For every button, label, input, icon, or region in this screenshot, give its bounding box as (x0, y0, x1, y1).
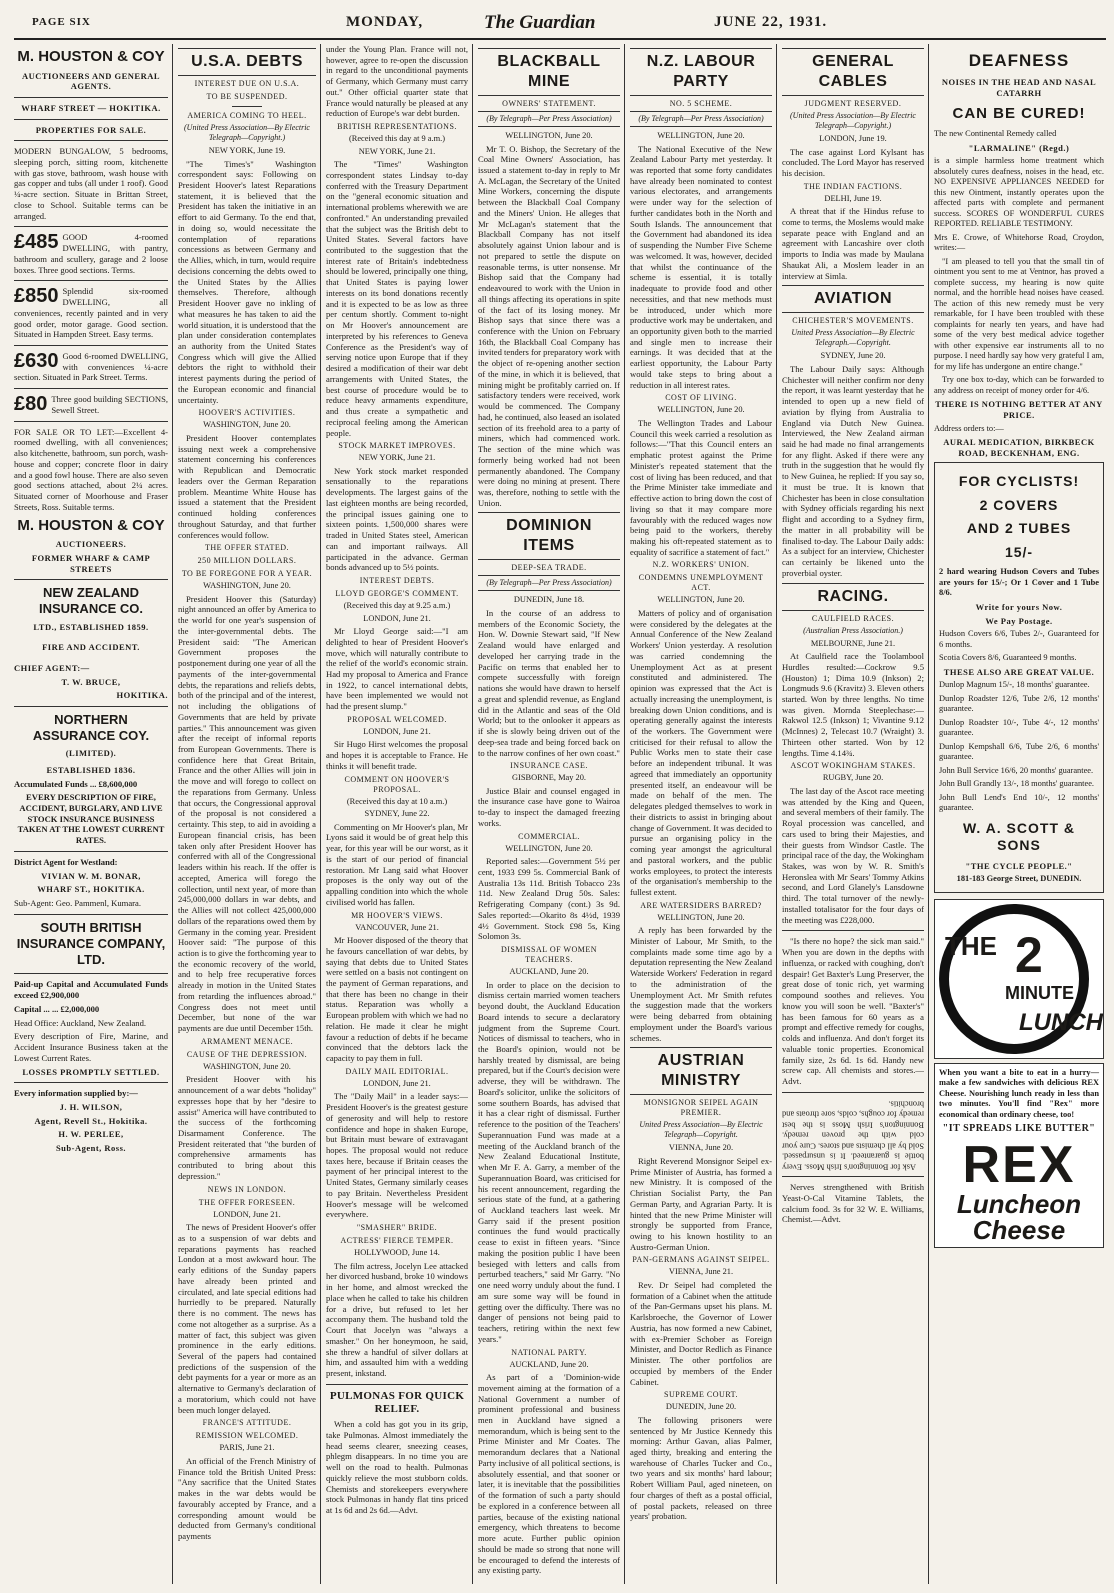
advert-price-line: John Bull Service 16/6, 20 months' guarantee. (939, 765, 1094, 775)
advert-business-name: W. A. SCOTT & SONS (962, 819, 1076, 854)
article-subheading: REMISSION WELCOMED. (195, 1431, 299, 1441)
article-dateline: RUGBY, June 20. (822, 773, 884, 783)
article-dateline: DUNEDIN, June 18. (513, 595, 585, 605)
advert-text: When a cold has got you in its grip, take Pulmonas. Almost immediately the head seems clearer, sneezing ceases, phlegm disappears. In no time you are well on the road to health. Pulmonas quickly relieve the most stubborn colds. Chemists and storekeepers everywhere stock Pulmonas in handy flat tins priced at 1s 6d and 2s 6d.—Advt. (326, 1419, 468, 1516)
article-subheading: CAULFIELD RACES. (811, 613, 895, 623)
article-subheading: DEEP-SEA TRADE. (511, 563, 587, 573)
article-credit: United Press Association—By Electric Telegraph.—Copyright. (791, 328, 915, 348)
property-price: £850 (14, 285, 59, 308)
article-dateline: NEW YORK, June 21. (358, 453, 436, 463)
article-continuation (326, 44, 468, 1584)
advert-testimonial: "I am pleased to tell you that the small tin of ointment you sent to me at Ventnor, has proved a complete success, my hearing is now quite normal, and the horrible head noises have ceased. The action of this new remedy must be very remarkable, for I have been troubled with these complaints for nearly ten years, and have had some of the very best medical advice together with other expensive ear instruments all to no purpose. I need hardly say how very grateful I am, for my life has undergone an entire change." (934, 256, 1104, 371)
article-subheading: DISMISSAL OF WOMEN TEACHERS. (500, 945, 598, 965)
article-paragraph: An official of the French Ministry of Finance told the British United Press: "Any sacrifice that the United States makes in the war debts would be favourably accepted by France, and a corresponding amount would be deducted from Germany's conditional payments (178, 1455, 316, 1542)
article-paragraph: In order to place on the decision to dismiss certain married women teachers beyond doubt, the Auckland Education Board intends to secure a declaratory judgment from the Supreme Court. Notices of dismissal to teachers, who in the Board's opinion, would not be harshly treated by dismissal, are being prepared, but if the Court's decision were adverse, they will be withdrawn. The Board's solicitor, unlike the solicitors of some southern Boards, has advised that it has a clear right of dismissal. Further reference to the position of the Teachers' Superannuation Fund was made at a meeting of the Auckland branch of the New Zealand Educational Institute, when Mr F. A. Garry, a member of the Superannuation Board, was criticised for his recent announcement, regarding the serious state of the fund, at a gathering of Auckland teachers last week. Mr Garry said if the present position continues the fund would practically cease to exist in fifteen years. "Since making the position public I have been besieged with letters and calls from perturbed teachers," said Mr Garry. "No one need worry unduly about the fund. I am sure some way will be found in getting over the difficulty. There was no danger of pensions not being paid to teachers, retiring within the next few years." (478, 979, 620, 1344)
article-paragraph: Rev. Dr Seipel had completed the formation of a Cabinet when the attitude of the Pan-Germans upset his plans. M. Karlsbroeche, the Governor of Lower Austria, has now formed a new Cabinet, with ex-Premier Schober as Foreign Minister, and Doctor Redlich as Finance Minister. The other portfolios are occupied by members of the Ender Cabinet. (630, 1279, 772, 1387)
article-subheading: STOCK MARKET IMPROVES. (338, 441, 456, 451)
article-paragraph: The Wellington Trades and Labour Council this week carried a resolution as follows:—"That this Council enters an emphatic protest against the Prime Minister's repeated statement that the cost of living has been reduced, and that the Prime Minister take immediate and effective action to bring down the cost of living so that it may compare more favourably with the reduced wages now being paid to the workers, thereby making his oft-repeated statement as to equality of sacrifice a statement of fact." (630, 417, 772, 557)
article-paragraph: The Labour Daily says: Although Chichester will neither confirm nor deny the report, it was learnt yesterday that he intended to open up a new field of aviation by flying from Australia to England via Dutch New Guinea. Interviewed, the New Zealand airman said he had made no final arrangements for any flight. Asked if there were any truth in the suggestion that he would fly to New Guinea, he replied: If you say so, it must be true. It is known that Chichester has been in close consultation with Sydney officials regarding his next flight and according to a Sydney firm, the matter in all probability will be finalised to-day. The Labour Daily adds: As a subject for an interview, Chichester can certainly be likened unto the proverbial oyster. (782, 363, 924, 578)
newspaper-title: The Guardian (484, 12, 596, 33)
page-number: PAGE SIX (32, 16, 91, 28)
article-dateline: VANCOUVER, June 21. (355, 922, 439, 932)
display-adverts-column (934, 44, 1104, 1584)
insurance-agent-name: J. H. WILSON, (59, 1101, 123, 1112)
article-dateline: (Received this day at 10 a.m.) (346, 796, 448, 806)
article-paragraph: Commenting on Mr Hoover's plan, Mr Lyons said it would be of great help this year, for this year will be our worst, as it is the start of our period of financial restoration. Mr Lang said what Hoover proposes is the only way out of the appalling condition into which the whole civilised world has fallen. (326, 821, 468, 907)
article-dateline: DUNEDIN, June 20. (665, 1402, 737, 1412)
article-paragraph: President Hoover this (Saturday) night announced an offer by America to the world for one year's suspension of the inter-governmental debts. The President said: "The American Government proposes the postponement during one year of all the payments of the inter-governmental debts, the reparations and reliefs debts, both of the principal and of the interest, not including the obligations of Governments that are held by private parties." This announcement was given after the receipt of informal reports from European Governments. There is confidence here that Great Britain, France and the other Allies will join in the move and will forego to collect on the reparations from Germany. Unless that occurs, the Congressional approval of the proposal is not considered a certainty. This step, to aid in avoiding a European financial crisis, has been taken only after President Hoover has conferred with all of the Congressional leaders within his reach. If the offer is accepted, America will forego the collection, until next year, of more than 245,000,000 dollars in war debts, and the Allies will not collect 425,000,000 dollars of the reparations owed them by Germany in the coming year. President Hoover said: "The purpose of this action is to give the forthcoming year to the economic recovery of the world, and to help free recuperative forces already in motion in the United States from retarding the influences abroad." Congress does not meet until December, but none of the war payments are due until December 15th. (178, 593, 316, 1034)
article-paragraph: A threat that if the Hindus refuse to come to terms, the Moslems would make separate peace with England and an agreement with Lancashire over cloth imports to India was made by Maulana Shaukat Ali, a Moslem leader in an interview at Simla. (782, 206, 924, 281)
advert-product-name: "LARMALINE" (Regd.) (968, 142, 1070, 153)
property-listing (14, 394, 168, 415)
insurance-agent-address: Agent, Revell St., Hokitika. (34, 1115, 148, 1126)
article-blackball-mine (478, 44, 620, 1584)
article-subheading: SUPREME COURT. (664, 1390, 738, 1400)
advert-text: Address orders to:— (934, 423, 1004, 433)
article-usa-debts (178, 44, 316, 1584)
advert-address: WHARF STREET — HOKITIKA. (21, 103, 161, 113)
article-subheading: THE INDIAN FACTIONS. (803, 181, 903, 191)
article-subheading: INTEREST DEBTS. (359, 576, 435, 586)
advert-address: FORMER WHARF & CAMP STREETS (31, 552, 151, 574)
article-subheading: COST OF LIVING. (665, 393, 737, 403)
insurance-head-office: Head Office: Auckland, New Zealand. (14, 1017, 147, 1028)
insurance-losses: LOSSES PROMPTLY SETTLED. (22, 1066, 160, 1077)
article-dateline: AUCKLAND, June 20. (509, 1359, 589, 1369)
property-description: Three good building SECTIONS, Sewell Street. (51, 394, 168, 415)
article-labour-party (630, 44, 772, 1584)
article-subheading: ASCOT WOKINGHAM STAKES. (790, 761, 916, 771)
article-dateline: GISBORNE, May 20. (512, 773, 586, 783)
article-subheading: HOOVER'S ACTIVITIES. (198, 408, 296, 418)
advert-text: is a simple harmless home treatment which absolutely cures deafness, noises in the head, etc. NO EXPENSIVE APPLIANCES NEEDED for this new Ointment, instantly operates upon the affected parts with complete and permanent success. SCORES OF WONDERFUL CURES REPORTED. RELIABLE TESTIMONY. (934, 156, 1104, 229)
article-credit: (Australian Press Association.) (803, 625, 903, 635)
article-dateline: HOLLYWOOD, June 14. (354, 1248, 440, 1258)
advert-price-line: Dunlop Magnum 15/-, 18 months' guarantee. (939, 680, 1090, 690)
advert-text: The new Continental Remedy called (934, 129, 1057, 139)
advert-heading: THE (945, 930, 997, 961)
insurance-funds: Accumulated Funds ... £8,600,000 (14, 778, 138, 789)
article-dateline: WELLINGTON, June 20. (657, 405, 745, 415)
article-paragraph: Mr T. O. Bishop, the Secretary of the Coal Mine Owners' Association, has issued a statement to-day in reply to Mr A. McLagan, the Secretary of the United Mine Workers, concerning the dispute between the Blackball Coal Company and the Miners' Union. He alleges that Mr McLagan's statement that the Blackball Company has not itself absolutely against Union labour and is not prepared to settle the dispute on reasonable terms, is utter nonsense. Mr Bishop said that the Company had endeavoured to work with the Union in all things affecting its operations in spite of the fact of its losing money. Mr Bishop says that since there was a conference with the Union on February 16th, the Blackball Coal Company has invited tenders for preparatory work with the object of re-opening another section of the mine, in which it is believed, that mining might be profitably carried on. If satisfactory tenders were received, work would be commenced. The Company had, he continued, also leased an isolated section of its freehold area to a party of miners, which had commenced work. The section of the mine which was formerly being worked had not been permanently abandoned. The Company were doing no mining at present. There was, therefore, nothing to settle with the Union. (478, 143, 620, 508)
two-minute-lunch-advert (934, 899, 1104, 1059)
advert-text: 2 hard wearing Hudson Covers and Tubes are yours for 15/-; Or 1 Cover and 1 Tube 8/6. (939, 567, 1099, 598)
cyclists-advert (934, 462, 1104, 893)
advert-heading: M. HOUSTON & COY (17, 48, 165, 65)
article-subheading: OWNERS' STATEMENT. (502, 99, 596, 108)
rex-cheese-advert (934, 1063, 1104, 1248)
classified-column (14, 44, 168, 1584)
article-credit: (By Telegraph—Per Press Association) (478, 111, 620, 127)
advert-subheading: NOISES IN THE HEAD AND NASAL CATARRH (941, 77, 1097, 98)
article-paragraph: under the Young Plan. France will not, however, agree to re-open the discussion in regard to the unconditional payments of Germany, which Germany must carry out." Other official quarter state that France would naturally be pleased at any reduction of Europe's war debt burden. (326, 44, 468, 119)
masthead (14, 10, 1106, 40)
article-dateline: WASHINGTON, June 20. (203, 581, 291, 591)
property-description: GOOD 4-roomed DWELLING, with pantry, bathroom and scullery, garage and 2 loose boxes. Three good sections. Terms. (14, 232, 168, 275)
article-credit: (United Press Association—By Electric Telegraph—Copyright.) (790, 111, 916, 130)
advert-slogan: "THE CYCLE PEOPLE." (965, 860, 1073, 871)
article-dateline: PARIS, June 21. (219, 1443, 275, 1453)
insurance-advert-heading: NEW ZEALAND INSURANCE CO. (38, 585, 143, 617)
article-dateline: (Received this day at 9 a.m.) (348, 134, 446, 144)
advert-caption: PROPERTIES FOR SALE. (35, 124, 147, 135)
article-paragraph: The "Times" Washington correspondent states Lindsay to-day conferred with the Treasury Department on the "general economic situation and international problems wherewith we are confronted." An understanding prevailed that the subject was the British debt to United States. Several factors have contributed to the suggestion that the interest rate of Britain's indebtedness should be lowered, principally one thing, that United States is paying lower interests on its bond donations recently and it is expected to be as low as three per centum shortly. Comment to-night on Mr Hoover's announcement are interpreted by his references to Geneva Conference as the President's way of serving notice upon Europe that if they desired a modification of their war debt arrangements with United States, the best course of procedure would be to reduce heavy armaments expenditure, and thus create a sympathetic and reciprocal feeling among the American people. (326, 159, 468, 438)
advert-slogan: THERE IS NOTHING BETTER AT ANY PRICE. (935, 399, 1103, 420)
article-subheading: BRITISH REPRESENTATIONS. (337, 122, 457, 132)
article-subheading: THE OFFER STATED. (204, 543, 290, 553)
advert-heading: DEAFNESS (968, 51, 1070, 70)
advert-price-line: Dunlop Kempshall 6/6, Tube 2/6, 6 months' guarantee. (939, 741, 1099, 762)
advert-text: Mrs E. Crowe, of Whitehorse Road, Croydon, writes:— (934, 232, 1104, 253)
insurance-agent-town: HOKITIKA. (116, 690, 168, 701)
insurance-advert-heading: NORTHERN ASSURANCE COY. (32, 711, 150, 744)
article-dateline: LONDON, June 21. (213, 1209, 281, 1219)
article-subheading: INSURANCE CASE. (510, 761, 588, 771)
advert-price-line: John Bull Grandly 13/-, 18 months' guarantee. (939, 779, 1095, 789)
article-subheading: NO. 5 SCHEME. (669, 99, 733, 108)
article-paragraph: Mr Lloyd George said:—"I am delighted to hear of President Hoover's move, which will naturally contribute to the relief of the world's economic strain. Had my proposal to America and France in 1922, to cancel international debts, have been implemented we would not had the present slump." (326, 626, 468, 712)
rex-product-name: Luncheon Cheese (956, 1188, 1082, 1245)
article-paragraph: Justice Blair and counsel engaged in the insurance case have gone to Wairoa to-day to inspect the damaged freezing works. (478, 785, 620, 828)
article-paragraph: Matters of policy and of organisation were considered by the delegates at the Annual Conference of the New Zealand Workers' Union yesterday. A resolution was carried condemning the Unemployment Act as at present constituted and administered. The opinion was expressed that the Act is actually increasing the unemployment, is breaking down Union conditions, and is operating generally against the interests of the workers. The Government were criticised for their refusal to allow the Public Works men to state their case before an independent tribunal. It was agreed that immediately an opportunity presented itself, an endeavour will be made on behalf of the men. The delegates pledged themselves to work in their districts to assist in bringing about change of Government. It was decided to pursue an organising policy in the coming year amongst the agricultural and pastoral workers, and the public works employees, to protect the interests of the organisation's membership to the fullest extent. (630, 607, 772, 898)
article-subheading: COMMENT ON HOOVER'S PROPOSAL. (344, 774, 450, 794)
article-subheading: CONDEMNS UNEMPLOYMENT ACT. (638, 573, 764, 593)
article-paragraph: The following prisoners were sentenced by Mr Justice Kennedy this morning: Arthur Gavan, alias Palmer, aged thirty, breaking and entering the warehouse of Charles Tucker and Co., two years and six months' hard labour; Robert William Paul, aged nineteen, on four charges of theft as a postal official, of postal packets, released on three years' probation. (630, 1414, 772, 1522)
advert-subheading: AUCTIONEERS. (55, 539, 127, 550)
article-paragraph: Mr Hoover disposed of the theory that he favours cancellation of war debts, by saying that debts due to United States were settled on a basis not contingent on the payment of German reparations, and that there has been no change in their status. Reparation was wholly a European problem with which we had no relation. He made it clear he might favour a reduction of debts if he became convinced that the debtors lack the capacity to pay them in full. (326, 935, 468, 1064)
article-subheading: TO BE SUSPENDED. (206, 92, 288, 101)
insurance-agent-name: VIVIAN W. M. BONAR, (41, 870, 141, 881)
article-paragraph: The news of President Hoover's offer as to a suspension of war debts and reparations payments has reached London at a most awkward hour. The early editions of the Sunday papers have already been printed and circulated, and late special editions had hurriedly to be prepared. Naturally there is no comment. The news has come not altogether as a surprise. As a matter of fact, this subject was given prominence in the early editions. Several of the papers had contained predictions of the suspension of the debt payments for a year or more as an alternative to Germany's declaration of a moratorium, which could not have been much longer delayed. (178, 1222, 316, 1415)
article-dateline: WELLINGTON, June 20. (505, 131, 593, 140)
article-heading: U.S.A. DEBTS (178, 48, 316, 76)
insurance-subheading: (LIMITED). (65, 748, 117, 759)
masthead-day: MONDAY, (346, 14, 424, 30)
insurance-agent-label: District Agent for Westland: (14, 856, 118, 867)
property-listing (14, 351, 168, 383)
insurance-info: Every information supplied by:— (14, 1088, 138, 1099)
article-heading: BLACKBALL MINE (478, 48, 620, 96)
article-subheading: CAUSE OF THE DEPRESSION. (186, 1049, 308, 1059)
advert-text: "Is there no hope? the sick man said." When you are down in the depths with influenza, or racked with coughing, don't despair! Get Baxter's Lung Preserver, the great dose of tonic rich, yet warming compound soothes and relieves. You know you will soon be well. "Baxter's" has been famous for 60 years as a prompt and effective remedy for coughs, colds and influenza. And don't forget its valuable tonic properties. Economical family size, 2s 6d. 1s 6d. Handy new screw cap. All chemists and stores.—Advt. (782, 936, 924, 1086)
advert-subheading: THESE ALSO ARE GREAT VALUE. (943, 666, 1095, 677)
property-price: £630 (14, 350, 59, 372)
advert-heading: PULMONAS FOR QUICK RELIEF. (329, 1389, 465, 1416)
article-credit: United Press Association—By Electric Telegraph—Copyright. (639, 1120, 763, 1140)
property-listing (14, 286, 168, 340)
article-subheading: ACTRESS' FIERCE TEMPER. (340, 1236, 454, 1246)
article-subheading: FRANCE'S ATTITUDE. (202, 1418, 292, 1428)
article-dateline: LONDON, June 21. (363, 726, 431, 736)
insurance-description: Every description of Fire, Marine, and Accident Insurance Business taken at the Lowest Current Rates. (14, 1031, 168, 1063)
article-dateline: WELLINGTON, June 20. (657, 912, 745, 922)
article-heading: GENERAL CABLES (782, 48, 924, 96)
article-subheading: PROPOSAL WELCOMED. (347, 714, 447, 724)
advert-heading: LUNCH (1019, 1008, 1103, 1036)
advert-text: Nerves strengthened with British Yeast-O-Cal Vitamine Tablets, the calcium food. 3s for 32 W. E. Williams, Chemist.—Advt. (782, 1182, 924, 1225)
advert-price: 15/- (1004, 543, 1034, 560)
article-paragraph: President Hoover with his announcement of a war debts "holiday" expresses hope that by her "desire to assist" America will have contributed to the success of the forthcoming Disarmament Conference. The President reiterated that "the burden of comprehensive armaments has contributed to bring about this depression." (178, 1074, 316, 1181)
article-subheading: DAILY MAIL EDITORIAL. (345, 1066, 449, 1076)
article-dateline: NEW YORK, June 21. (358, 146, 436, 156)
advert-heading: 2 (1015, 926, 1043, 983)
article-subheading: N.Z. WORKERS' UNION. (652, 560, 750, 570)
article-dateline: SYDNEY, June 22. (364, 809, 430, 819)
article-subheading: NEWS IN LONDON. (207, 1184, 287, 1194)
article-dateline: NEW YORK, June 19. (208, 146, 286, 155)
advert-text: When you want a bite to eat in a hurry—make a few sandwiches with delicious REX Cheese. Nourishing lunch ready in less than two minutes. You'll find "Rex" more economical than ordinary cheese, too! (939, 1067, 1099, 1119)
advert-subheading: AUCTIONEERS AND GENERAL AGENTS. (21, 70, 161, 92)
article-subheading: LLOYD GEORGE'S COMMENT. (335, 589, 459, 599)
article-paragraph: As part of a 'Dominion-wide movement aiming at the formation of a National Government a number of prominent professional and business men in Auckland have signed a memorandum, which is being sent to the Prime Minister and Mr Coates. The memorandum declares that a National Party inclusive of all political sections, is absolutely essential, and that sooner or later, it is inevitable that the possibilities of the formation of such a party should be explored in a conference between all parties, because of the existing national emergency, which threatens to become more acute. Further public opinion should be made so strong that none will be encouraged to defend the interests of any existing party. (478, 1372, 620, 1576)
article-dateline: WASHINGTON, June 20. (203, 420, 291, 430)
article-paragraph: The "Daily Mail" in a leader says:—President Hoover's is the greatest gesture of generosity and will help to restore confidence and hope in shaken Europe, but Britain must beware of extravagant hopes. The proposal would not reduce taxes here, because if Britain ceases the payment of her principal interest to the United States, Germany similarly ceases to pay Britain. Nevertheless President Hoover's message will be welcomed everywhere. (326, 1091, 468, 1220)
article-heading: DOMINION ITEMS (478, 512, 620, 560)
insurance-agent-address: Sub-Agent, Ross. (55, 1142, 127, 1153)
article-paragraph: A reply has been forwarded by the Minister of Labour, Mr Smith, to the complaints made some time ago by a deputation representing the New Zealand Waterside Workers' Federation in regard to the administration of the Unemployment Act. Mr Smith refutes the suggestion made that the workers were being debarred from obtaining employment under the Board's various schemes. (630, 925, 772, 1043)
insurance-capital: Capital ... ... £2,000,000 (14, 1003, 100, 1014)
article-dateline: LONDON, June 21. (363, 1078, 431, 1088)
insurance-advert-heading: SOUTH BRITISH INSURANCE COMPANY, LTD. (16, 919, 166, 968)
article-subheading: INTEREST DUE ON U.S.A. (194, 79, 300, 88)
article-credit: (United Press Association—By Electric Telegraph—Copyright.) (184, 123, 310, 142)
article-paragraph: Sir Hugo Hirst welcomes the proposal and hopes it is acceptable to France. He thinks it will benefit trade. (326, 739, 468, 771)
advert-price-line: Scotia Covers 8/6, Guaranteed 9 months. (939, 653, 1077, 663)
advert-heading: 2 COVERS (979, 496, 1059, 513)
advert-text: Try one box to-day, which can be forwarded to any address on receipt of money order for 4/6. (934, 375, 1104, 395)
inverted-advert-text: Ask for Bonnington's Irish Moss. Every bottle is guaranteed. It is unsurpassed. Sold by all chemists and stores. Cure your cold with the proven remedy. Bonnington's Irish Moss is the best remedy for coughs, colds, sore throats and bronchitis. (782, 1099, 924, 1172)
insurance-caption: FIRE AND ACCIDENT. (42, 642, 140, 653)
article-dateline: WELLINGTON, June 20. (657, 595, 745, 605)
article-paragraph: Right Reverend Monsignor Seipel ex-Prime Minister of Austria, has formed a new Ministry. It is composed of the Christian Socialist Party, the Pan German Party, and Agrarian Party. It is hinted that the new Prime Minister will strongly be supported from France, owing to his known hostility to an Austro-German Union. (630, 1155, 772, 1252)
advert-price-line: Hudson Covers 6/6, Tubes 2/-, Guaranteed for 6 months. (939, 629, 1099, 649)
insurance-agent-name: H. W. PERLEE, (58, 1129, 124, 1140)
article-heading: RACING. (782, 583, 924, 611)
article-paragraph: The last day of the Ascot race meeting was attended by the King and Queen, and several members of their family. The Royal procession was cancelled, and cars used to bring their Majesties, and their guests from Windsor Castle. The principal race of the day, the Wokingham Stakes, was won by W. R. Smith's Heronslea with Mr Sears' Tommy Atkins second, and Lord Glanely's Lansdowne third. The total turnover of the newly-installed totalisator for the four days of the meeting was £228,000. (782, 785, 924, 925)
article-credit: (By Telegraph—Per Press Association) (630, 111, 772, 127)
article-paragraph: In the course of an address to members of the Economic Society, the Hon. W. Downie Stewart said, "If New Zealand would have enlarged and developed her carrying trade in the Pacific on terms that enabled her to compete successfully with foreign nations she would have drawn to herself a great and splendid revenue, as England did in the Atlantic and seas of the Old World; but to the onlooker it appears as if she is slowly being driven out of the deep-sea trade and being forced back on to the narrow confines of her own coast." (478, 607, 620, 758)
advert-heading: M. HOUSTON & COY (17, 516, 165, 534)
insurance-capital: Paid-up Capital and Accumulated Funds exceed £2,900,000 (14, 979, 168, 1001)
rex-logo: REX (962, 1135, 1076, 1194)
article-subheading: MR HOOVER'S VIEWS. (351, 910, 443, 920)
article-subheading: NATIONAL PARTY. (511, 1347, 587, 1357)
insurance-established: LTD., ESTABLISHED 1859. (33, 621, 149, 632)
article-subheading: PAN-GERMANS AGAINST SEIPEL. (632, 1255, 770, 1265)
advert-price-line: Dunlop Roadster 12/6, Tube 2/6, 12 months' guarantee. (939, 693, 1099, 714)
article-dateline: WASHINGTON, June 20. (203, 1061, 291, 1071)
advert-address: 181-183 George Street, DUNEDIN. (956, 874, 1082, 884)
article-paragraph: Reported sales:—Government 5½ per cent, 1933 £99 5s. Commercial Bank of Australia 13s 11d. British Tobacco 23s 11d. New Zealand Drug 50s. Sales: Refrigerating Company (cont.) 3s 9d. Sales reported:—Okarito 8s 4½d, 1939 4½ Government. Stock £98 5s, King Solomon 3s. (478, 856, 620, 942)
article-subheading: ARE WATERSIDERS BARRED? (640, 900, 762, 910)
deafness-advert (934, 50, 1104, 458)
article-dateline: LONDON, June 21. (363, 613, 431, 623)
advert-heading: MINUTE (1005, 982, 1074, 1003)
advert-price-line: Dunlop Roadster 10/-, Tube 4/-, 12 months' guarantee. (939, 717, 1099, 738)
insurance-description: EVERY DESCRIPTION OF FIRE, ACCIDENT, BURGLARY, AND LIVE STOCK INSURANCE BUSINESS TAKEN AT THE LOWEST CURRENT RATES. (17, 792, 165, 846)
masthead-date: JUNE 22, 1931. (714, 14, 828, 30)
article-subheading: ARMAMENT MENACE. (200, 1036, 294, 1046)
insurance-agent-name: T. W. BRUCE, (61, 676, 121, 687)
advert-postage: We Pay Postage. (985, 615, 1053, 626)
property-price: £80 (14, 393, 48, 416)
property-listing (14, 232, 168, 275)
article-paragraph: The National Executive of the New Zealand Labour Party met yesterday. It was reported that some forty candidates have already been nominated to contest various electorates, and arrangements were under way for the selection of further candidates both in the North and South Islands. The announcement that the Government had abandoned its idea of suspending the Number Five Scheme was welcomed. It was, however, decided that whilst the continuance of the scheme is essential, it is totally inadequate to provide food and other necessities, and that new methods must be introduced, under which more productive work may be undertaken, and an opportunity given both to the married and single men to increase their earnings. It was decided that at the earliest opportunity, the Labour Party would take steps to bring about a reduction in all interest rates. (630, 143, 772, 390)
advert-address: AURAL MEDICATION, BIRKBECK ROAD, BECKENHAM, ENG. (943, 437, 1095, 458)
article-paragraph: "The Times's" Washington correspondent says: Following on President Hoover's latest Reparations statement, it is believed that the President has taken the initiative in an effort to aid Germany. To the end that, in doing so, would necessitate the contemplation of reparations concessions as between Germany and the Allies, which, in turn, would require decisions concerning the debts owed to the United States by the Allies themselves. Therefore, although President Hoover gave no inkling of what measures he has taken to aid the world situation, it is understood that the plan under consideration contemplates an authority from the United States Congress which will give the Allied debtors the right to withhold their interest payments during the period of the European economic and financial uncertainty. (178, 158, 316, 405)
property-description: Good 6-roomed DWELLING, with conveniences ¼-acre section. Situated in Park Street. Terms. (14, 351, 168, 383)
article-dateline: (Received this day at 9.25 a.m.) (343, 601, 451, 611)
article-dateline: DELHI, June 19. (824, 193, 882, 203)
insurance-agent-label: CHIEF AGENT:— (14, 662, 90, 673)
article-heading: N.Z. LABOUR PARTY (630, 48, 772, 96)
advert-call-to-action: Write for yours Now. (975, 601, 1063, 612)
article-paragraph: The case against Lord Kylsant has concluded. The Lord Mayor has reserved his decision. (782, 146, 924, 178)
article-paragraph: At Caulfield race the Toolambool Hurdles resulted:—Cockrow 9.5 (Houston) 1; Dima 10.9 (Inkson) 2; Longmuds 9.6 (Kravitz) 3. Eleven others started. Won by three lengths. No time was given. Mornda Steeplechase:—Rakwol 12.5 (Inkson) 1; Vivantine 9.12 (McInnes) 2, Telecast 10.7 (Wraight) 3. Thirteen other started. Won by 12 lengths. Time 4.14¾. (782, 651, 924, 758)
article-heading: AUSTRIAN MINISTRY (630, 1047, 772, 1095)
article-subheading: COMMERCIAL. (518, 831, 580, 841)
advert-price-line: John Bull Lend's End 10/-, 12 months' guarantee. (939, 792, 1099, 813)
insurance-subagent: Sub-Agent: Geo. Pammenl, Kumara. (14, 897, 141, 908)
article-subheading: JUDGMENT RESERVED. (804, 99, 902, 108)
advert-heading: CAN BE CURED! (952, 104, 1086, 122)
article-dateline: WELLINGTON, June 20. (657, 131, 745, 140)
advert-slogan: "IT SPREADS LIKE BUTTER" (942, 1123, 1096, 1135)
article-paragraph: The film actress, Jocelyn Lee attacked her divorced husband, broke 10 windows in her home, and almost wrecked the place when he called to take his children for a drive, but refused to let her accompany them. The husband told the Court that Jocelyn was "always a smasher." On her honeymoon, he said, she threw a handful of silver dollars at him, and assaulted him with a wedding present, inkstand. (326, 1260, 468, 1378)
article-subheading: THE OFFER FORESEEN. (198, 1197, 296, 1207)
article-subheading: "SMASHER" BRIDE. (356, 1223, 438, 1233)
property-description: Splendid six-roomed DWELLING, all conveniences, recently painted and in very good order, motor garage. Good section. Situated in Hampden Street. Easy terms. (14, 286, 168, 340)
article-dateline: SYDNEY, June 20. (820, 351, 886, 361)
article-subheading: 250 MILLION DOLLARS. (197, 556, 297, 566)
article-dateline: LONDON, June 19. (819, 134, 887, 143)
article-paragraph: President Hoover contemplates issuing next week a comprehensive statement concerning his conferences with Republican and Democratic leaders over the German Reparation problem. Meantime White House has issued a statement that the President continued holding conferences throughout Saturday, and that further conferences would follow. (178, 432, 316, 540)
article-dateline: MELBOURNE, June 21. (810, 638, 896, 648)
advert-heading: AND 2 TUBES (966, 520, 1072, 537)
advert-heading: FOR CYCLISTS! (958, 473, 1080, 490)
article-dateline: AUCKLAND, June 20. (509, 967, 589, 977)
insurance-established: ESTABLISHED 1836. (46, 764, 136, 775)
property-price: £485 (14, 231, 59, 254)
article-credit: (By Telegraph—Per Press Association) (478, 575, 620, 591)
article-heading: AVIATION (782, 285, 924, 313)
article-subheading: TO BE FOREGONE FOR A YEAR. (181, 569, 313, 579)
article-subheading: MONSIGNOR SEIPEL AGAIN PREMIER. (643, 1098, 759, 1118)
property-listing: FOR SALE OR TO LET:—Excellent 4-roomed dwelling, with all conveniences; also kitchenette, bathroom, sun porch, wash-house and copper; concrete floor in dairy and a good fowl house. There are also seven good sections attached, about 2¼ acres. Situated corner of Moorhouse and Fraser Streets, Ross. Suitable terms. (14, 426, 168, 512)
property-listing: MODERN BUNGALOW, 5 bedrooms, sleeping porch, sitting room, kitchenette with gas stove, bathroom, wash house with gas copper and tubs (all under 1 roof). Good ¼-acre section. Situate in Brittan Street, close to School. Suitable terms can be arranged. (14, 146, 168, 221)
article-general-cables (782, 44, 924, 1584)
article-dateline: VIENNA, June 21. (668, 1267, 734, 1277)
insurance-agent-address: WHARF ST., HOKITIKA. (37, 884, 145, 895)
article-subheading: AMERICA COMING TO HEEL. (187, 111, 307, 120)
article-dateline: WELLINGTON, June 20. (505, 843, 593, 853)
article-dateline: VIENNA, June 20. (668, 1143, 734, 1153)
article-paragraph: New York stock market responded sensationally to the reparations developments. The largest gains of the last eighteen months are being recorded, the principal issues gaining one to sixteen points. 1,500,000 shares were traded in United States steel, American can and important railways. All participated in the advance. German bonds advanced up to 5½ points. (326, 465, 468, 573)
article-subheading: CHICHESTER'S MOVEMENTS. (792, 316, 914, 326)
